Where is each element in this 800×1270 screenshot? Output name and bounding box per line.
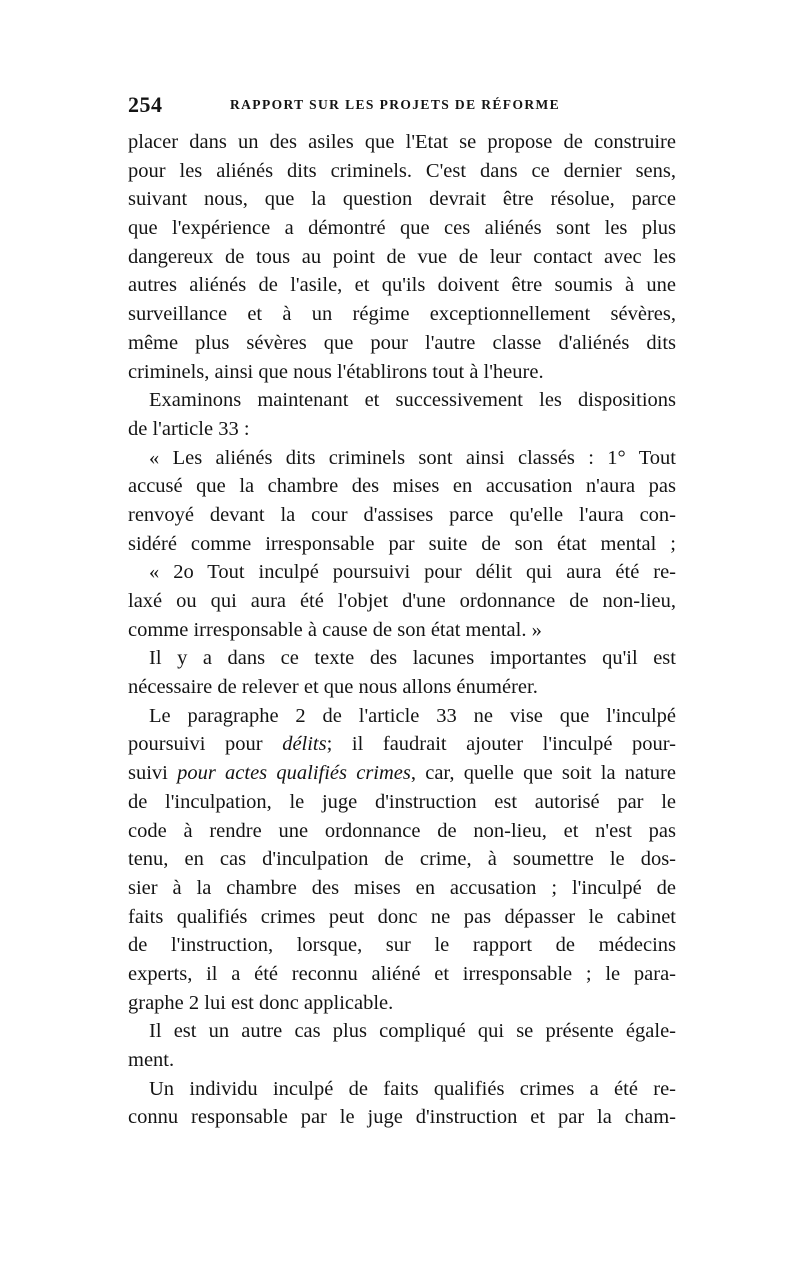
text-line: sier à la chambre des mises en accusation ; l'inculpé de	[128, 876, 676, 899]
text-line: code à rendre une ordonnance de non-lieu, et n'est pas	[128, 819, 676, 842]
text-line: renvoyé devant la cour d'assises parce qu'elle l'aura con-	[128, 503, 676, 526]
text-line: suivi pour actes qualifiés crimes, car, quelle que soit la nature	[128, 762, 676, 785]
text-line: sidéré comme irresponsable par suite de son état mental ;	[128, 532, 676, 555]
text-line: ment.	[128, 1049, 175, 1071]
page-number: 254	[128, 92, 163, 117]
text-line: surveillance et à un régime exceptionnellement sévères,	[128, 303, 676, 326]
text-line: suivant nous, que la question devrait être résolue, parce	[128, 188, 676, 211]
text-line: Le paragraphe 2 de l'article 33 ne vise que l'inculpé	[149, 704, 676, 727]
text-line: de l'inculpation, le juge d'instruction est autorisé par le	[128, 790, 676, 813]
text-line: Il est un autre cas plus compliqué qui se présente égale-	[149, 1020, 676, 1043]
text-line: nécessaire de relever et que nous allons énumérer.	[128, 676, 538, 699]
text-line: poursuivi pour délits; il faudrait ajouter l'inculpé pour-	[128, 733, 676, 756]
text-line: accusé que la chambre des mises en accusation n'aura pas	[128, 475, 676, 498]
text-line: Il y a dans ce texte des lacunes importantes qu'il est	[149, 647, 676, 670]
text-line: experts, il a été reconnu aliéné et irresponsable ; le para-	[128, 962, 676, 985]
text-line: Examinons maintenant et successivement les dispositions	[149, 389, 676, 412]
text-line: « 2o Tout inculpé poursuivi pour délit qui aura été re-	[149, 561, 676, 584]
text-line: criminels, ainsi que nous l'établirons tout à l'heure.	[128, 360, 544, 383]
text-line: connu responsable par le juge d'instruction et par la cham-	[128, 1106, 676, 1129]
text-line: que l'expérience a démontré que ces aliénés sont les plus	[128, 217, 676, 240]
text-line: faits qualifiés crimes peut donc ne pas dépasser le cabinet	[128, 905, 676, 928]
text-line: laxé ou qui aura été l'objet d'une ordonnance de non-lieu,	[128, 590, 676, 612]
text-line: comme irresponsable à cause de son état mental. »	[128, 618, 542, 641]
text-line: tenu, en cas d'inculpation de crime, à soumettre le dos-	[128, 848, 676, 871]
text-line: autres aliénés de l'asile, et qu'ils doivent être soumis à une	[128, 274, 676, 297]
body-text	[128, 128, 676, 1132]
text-line: graphe 2 lui est donc applicable.	[128, 991, 394, 1014]
text-line: pour les aliénés dits criminels. C'est dans ce dernier sens,	[128, 159, 676, 182]
text-line: de l'instruction, lorsque, sur le rapport de médecins	[128, 934, 676, 957]
text-line: « Les aliénés dits criminels sont ainsi classés : 1° Tout	[149, 446, 676, 469]
running-title: RAPPORT SUR LES PROJETS DE RÉFORME	[230, 97, 561, 112]
text-line: même plus sévères que pour l'autre classe d'aliénés dits	[128, 331, 676, 354]
text-line: dangereux de tous au point de vue de leur contact avec les	[128, 245, 676, 268]
text-line: placer dans un des asiles que l'Etat se propose de construire	[128, 131, 676, 153]
running-head	[128, 92, 676, 116]
text-line: de l'article 33 :	[128, 417, 250, 440]
text-line: Un individu inculpé de faits qualifiés crimes a été re-	[149, 1077, 676, 1100]
